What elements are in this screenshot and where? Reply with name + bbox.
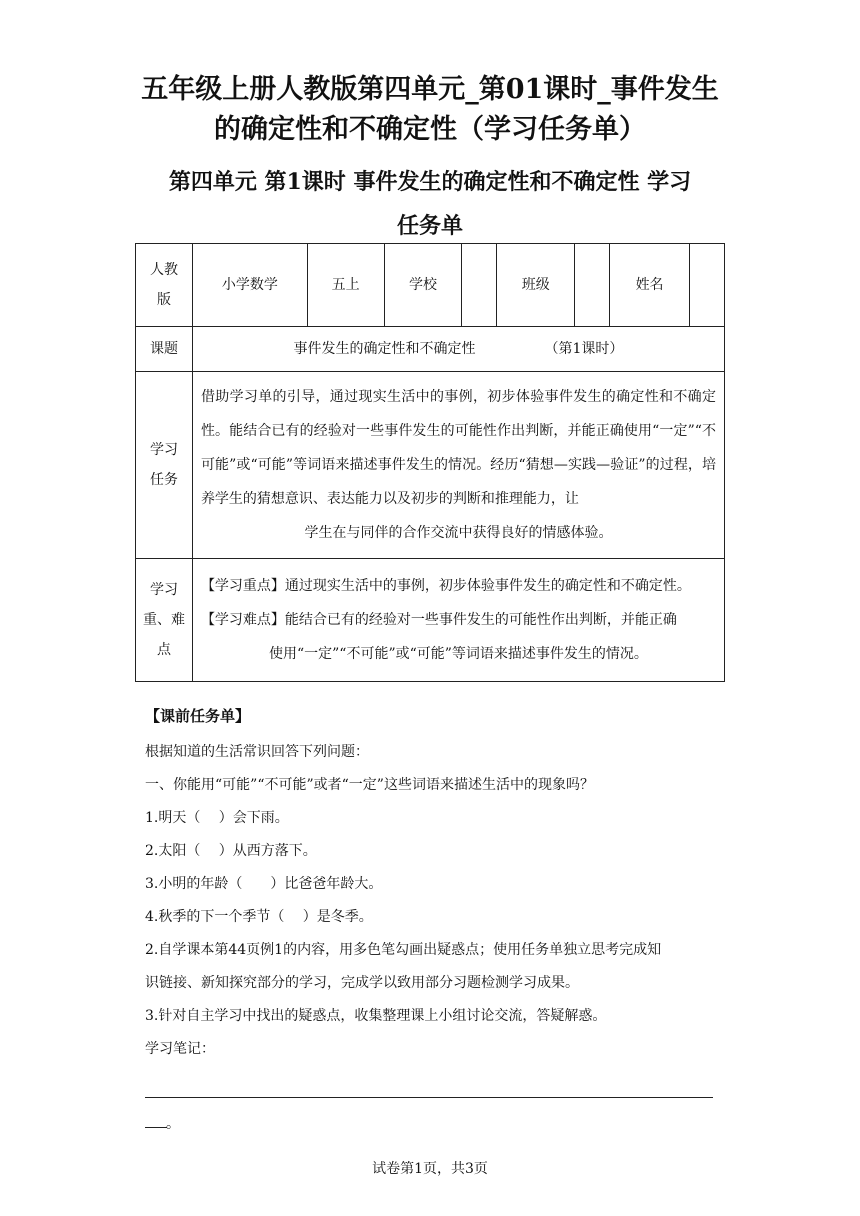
question-line: 1.明天（ ）会下雨。 [145, 810, 289, 826]
publisher-line1: 人教 [149, 262, 178, 278]
document-title-line2: 的确定性和不确定性（学习任务单） [214, 114, 646, 145]
document-subtitle [135, 160, 725, 248]
body-line: 一、你能用“可能”“不可能”或者“一定”这些词语来描述生活中的现象吗？ [145, 777, 594, 793]
notes-end-mark: 。 [166, 1116, 180, 1132]
class-label: 班级 [497, 244, 575, 327]
topic-label: 课题 [136, 327, 193, 372]
question-line: 3.小明的年龄（ ）比爸爸年龄大。 [145, 876, 383, 892]
body-line: 3.针对自主学习中找出的疑惑点，收集整理课上小组讨论交流，答疑解惑。 [145, 1008, 607, 1024]
name-field[interactable] [690, 244, 725, 327]
page-footer: 试卷第1页，共3页 [372, 1161, 488, 1177]
publisher-cell [136, 244, 193, 327]
publisher-line2: 版 [156, 292, 171, 308]
name-label: 姓名 [610, 244, 690, 327]
key-label-line2: 重、难 [142, 612, 185, 628]
body-line: 识链接、新知探究部分的学习，完成学以致用部分习题检测学习成果。 [145, 975, 579, 991]
section-title: 【课前任务单】 [145, 707, 251, 725]
body-line: 2.自学课本第44页例1的内容，用多色笔勾画出疑惑点；使用任务单独立思考完成知 [145, 942, 662, 958]
task-label-line2: 任务 [149, 472, 178, 488]
topic-lesson: （第1课时） [544, 341, 624, 357]
topic-cell [192, 327, 724, 372]
difficult-point: 【学习难点】能结合已有的经验对一些事件发生的可能性作出判断，并能正确 [200, 612, 677, 628]
document-title-line1: 五年级上册人教版第四单元_第01课时_事件发生 [141, 74, 719, 105]
school-field[interactable] [462, 244, 497, 327]
section-body [145, 736, 720, 1066]
subject-cell: 小学数学 [192, 244, 307, 327]
task-label-line1: 学习 [149, 442, 178, 458]
key-label-line1: 学习 [149, 582, 178, 598]
difficult-point-last: 使用“一定”“不可能”或“可能”等词语来描述事件发生的情况。 [268, 646, 648, 662]
table-row-task [136, 372, 725, 559]
key-label-cell [136, 559, 193, 682]
task-label-cell [136, 372, 193, 559]
class-field[interactable] [575, 244, 610, 327]
document-subtitle-line1: 第四单元 第1课时 事件发生的确定性和不确定性 学习 [168, 169, 692, 195]
document-subtitle-line2: 任务单 [396, 213, 463, 239]
question-line: 2.太阳（ ）从西方落下。 [145, 843, 317, 859]
key-text-cell [192, 559, 724, 682]
table-row-key-points [136, 559, 725, 682]
document-title [100, 70, 760, 150]
info-table [135, 243, 725, 682]
notes-line-short[interactable] [145, 1127, 167, 1128]
task-text-cell [192, 372, 724, 559]
task-text-last: 学生在与同伴的合作交流中获得良好的情感体验。 [304, 525, 613, 541]
notes-label: 学习笔记： [145, 1041, 215, 1057]
table-row-topic [136, 327, 725, 372]
grade-cell: 五上 [307, 244, 384, 327]
key-point: 【学习重点】通过现实生活中的事例，初步体验事件发生的确定性和不确定性。 [200, 578, 691, 594]
notes-line[interactable] [145, 1097, 713, 1098]
key-label-line3: 点 [156, 642, 171, 658]
school-label: 学校 [384, 244, 462, 327]
body-line: 根据知道的生活常识回答下列问题： [145, 744, 369, 760]
topic-value: 事件发生的确定性和不确定性 [293, 341, 476, 357]
task-text: 借助学习单的引导，通过现实生活中的事例，初步体验事件发生的确定性和不确定性。能结合已有的经验对一些事件发生的可能性作出判断，并能正确使用“一定”“不可能”或“可能”等词语来描述事件发生的情况。经历“猜想—实践—验证”的过程，培养学生的猜想意识、表达能力以及初步的判断和推理能力，让 [200, 389, 716, 507]
question-line: 4.秋季的下一个季节（ ）是冬季。 [145, 909, 373, 925]
table-row-header [136, 244, 725, 327]
